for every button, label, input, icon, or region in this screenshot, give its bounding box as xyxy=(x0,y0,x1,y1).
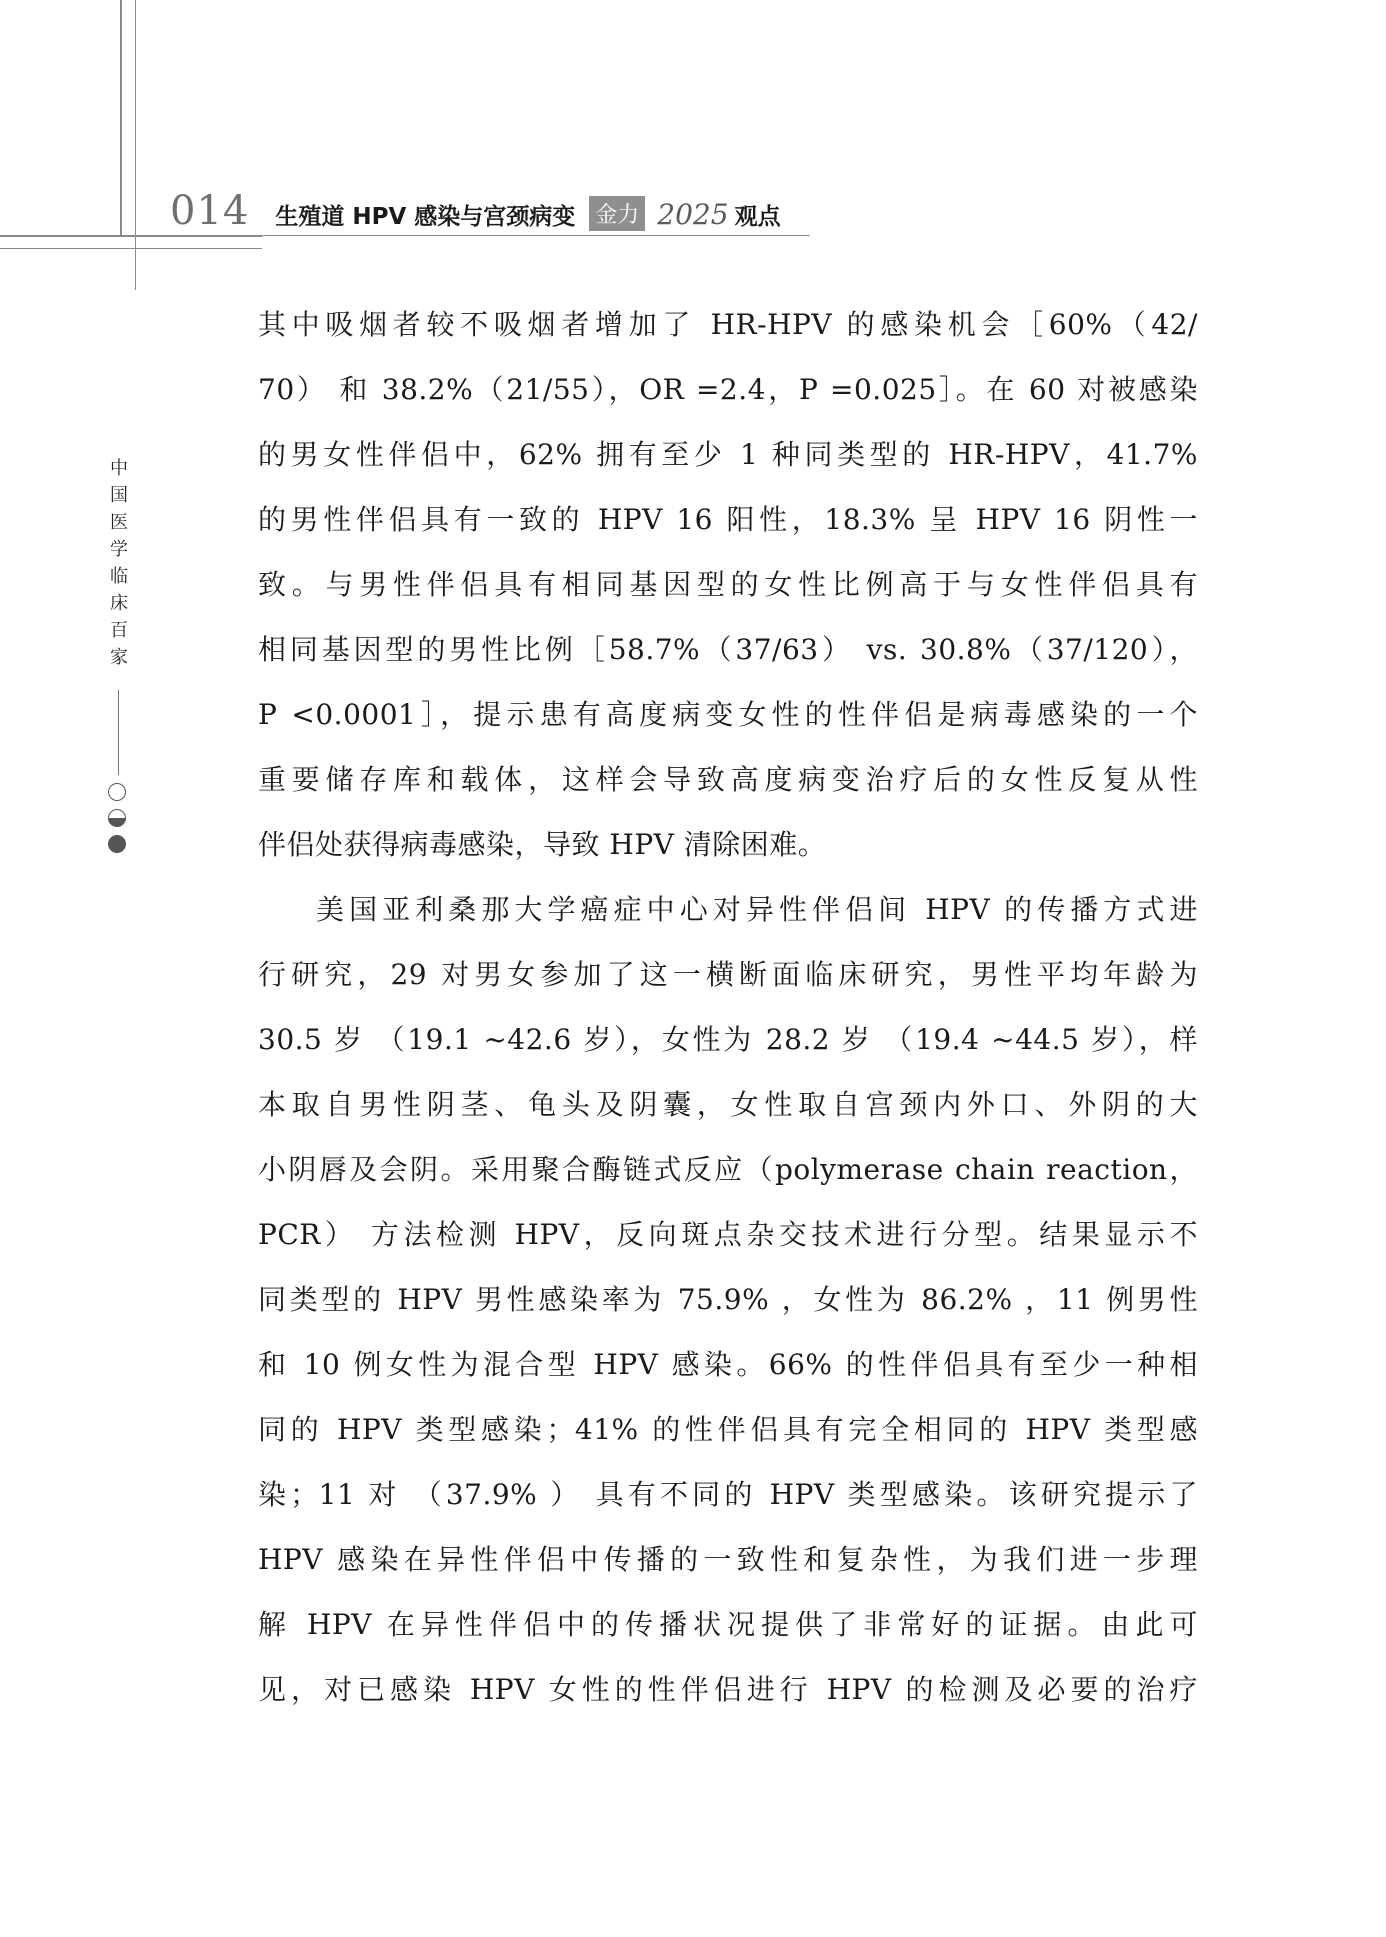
side-divider xyxy=(118,690,119,775)
text-line: 和 10 例女性为混合型 HPV 感染。66% 的性伴侣具有至少一种相 xyxy=(258,1348,1198,1381)
running-header xyxy=(170,188,781,238)
side-dots xyxy=(108,783,130,861)
page-number: 014 xyxy=(170,188,250,234)
year-label: 2025 xyxy=(657,198,729,231)
paragraph xyxy=(258,877,1198,1722)
text-line: PCR） 方法检测 HPV，反向斑点杂交技术进行分型。结果显示不 xyxy=(258,1218,1198,1251)
text-line: 的男女性伴侣中，62% 拥有至少 1 种同类型的 HR-HPV，41.7% xyxy=(258,438,1198,471)
text-line: 美国亚利桑那大学癌症中心对异性伴侣间 HPV 的传播方式进 xyxy=(316,893,1198,926)
text-line: 小阴唇及会阴。采用聚合酶链式反应（polymerase chain reaction， xyxy=(258,1153,1198,1186)
text-line: 70） 和 38.2%（21/55），OR =2.4，P =0.025］。在 60 对被感染 xyxy=(258,373,1198,406)
text-line: 同类型的 HPV 男性感染率为 75.9% ，女性为 86.2% ，11 例男性 xyxy=(258,1283,1198,1316)
paragraph xyxy=(258,292,1198,877)
text-line: 重要储存库和载体，这样会导致高度病变治疗后的女性反复从性 xyxy=(258,763,1198,796)
empty-circle-icon xyxy=(108,783,126,801)
text-line: 行研究，29 对男女参加了这一横断面临床研究，男性平均年龄为 xyxy=(258,958,1198,991)
text-line: 见，对已感染 HPV 女性的性伴侣进行 HPV 的检测及必要的治疗 xyxy=(258,1673,1198,1706)
text-line: 的男性伴侣具有一致的 HPV 16 阳性，18.3% 呈 HPV 16 阴性一 xyxy=(258,503,1198,536)
text-line: 相同基因型的男性比例［58.7%（37/63） vs. 30.8%（37/120）， xyxy=(258,633,1198,666)
header-horizontal-rule-thin xyxy=(0,248,262,249)
book-title: 生殖道 HPV 感染与宫颈病变 xyxy=(275,204,576,230)
body-text xyxy=(258,292,1198,1722)
text-line: 染；11 对 （37.9% ） 具有不同的 HPV 类型感染。该研究提示了 xyxy=(258,1478,1198,1511)
text-line: 其中吸烟者较不吸烟者增加了 HR-HPV 的感染机会［60%（42/ xyxy=(258,308,1198,341)
subtitle-label: 观点 xyxy=(734,204,781,230)
author-badge: 金力 xyxy=(589,196,645,231)
text-line: 同的 HPV 类型感染；41% 的性伴侣具有完全相同的 HPV 类型感 xyxy=(258,1413,1198,1446)
text-line: 解 HPV 在异性伴侣中的传播状况提供了非常好的证据。由此可 xyxy=(258,1608,1198,1641)
series-side-label: 中国医学临床百家 xyxy=(110,458,128,668)
text-line: P <0.0001］，提示患有高度病变女性的性伴侣是病毒感染的一个 xyxy=(258,698,1198,731)
half-circle-icon xyxy=(108,809,126,827)
text-line: HPV 感染在异性伴侣中传播的一致性和复杂性，为我们进一步理 xyxy=(258,1543,1198,1576)
text-line: 本取自男性阴茎、龟头及阴囊，女性取自宫颈内外口、外阴的大 xyxy=(258,1088,1198,1121)
header-vertical-rule xyxy=(120,0,122,235)
text-line: 致。与男性伴侣具有相同基因型的女性比例高于与女性伴侣具有 xyxy=(258,568,1198,601)
text-line: 30.5 岁 （19.1 ~42.6 岁），女性为 28.2 岁 （19.4 ~44.5 岁），样 xyxy=(258,1023,1198,1056)
text-line: 伴侣处获得病毒感染，导致 HPV 清除困难。 xyxy=(258,828,827,861)
header-vertical-rule-thin xyxy=(135,0,136,290)
filled-circle-icon xyxy=(108,835,126,853)
